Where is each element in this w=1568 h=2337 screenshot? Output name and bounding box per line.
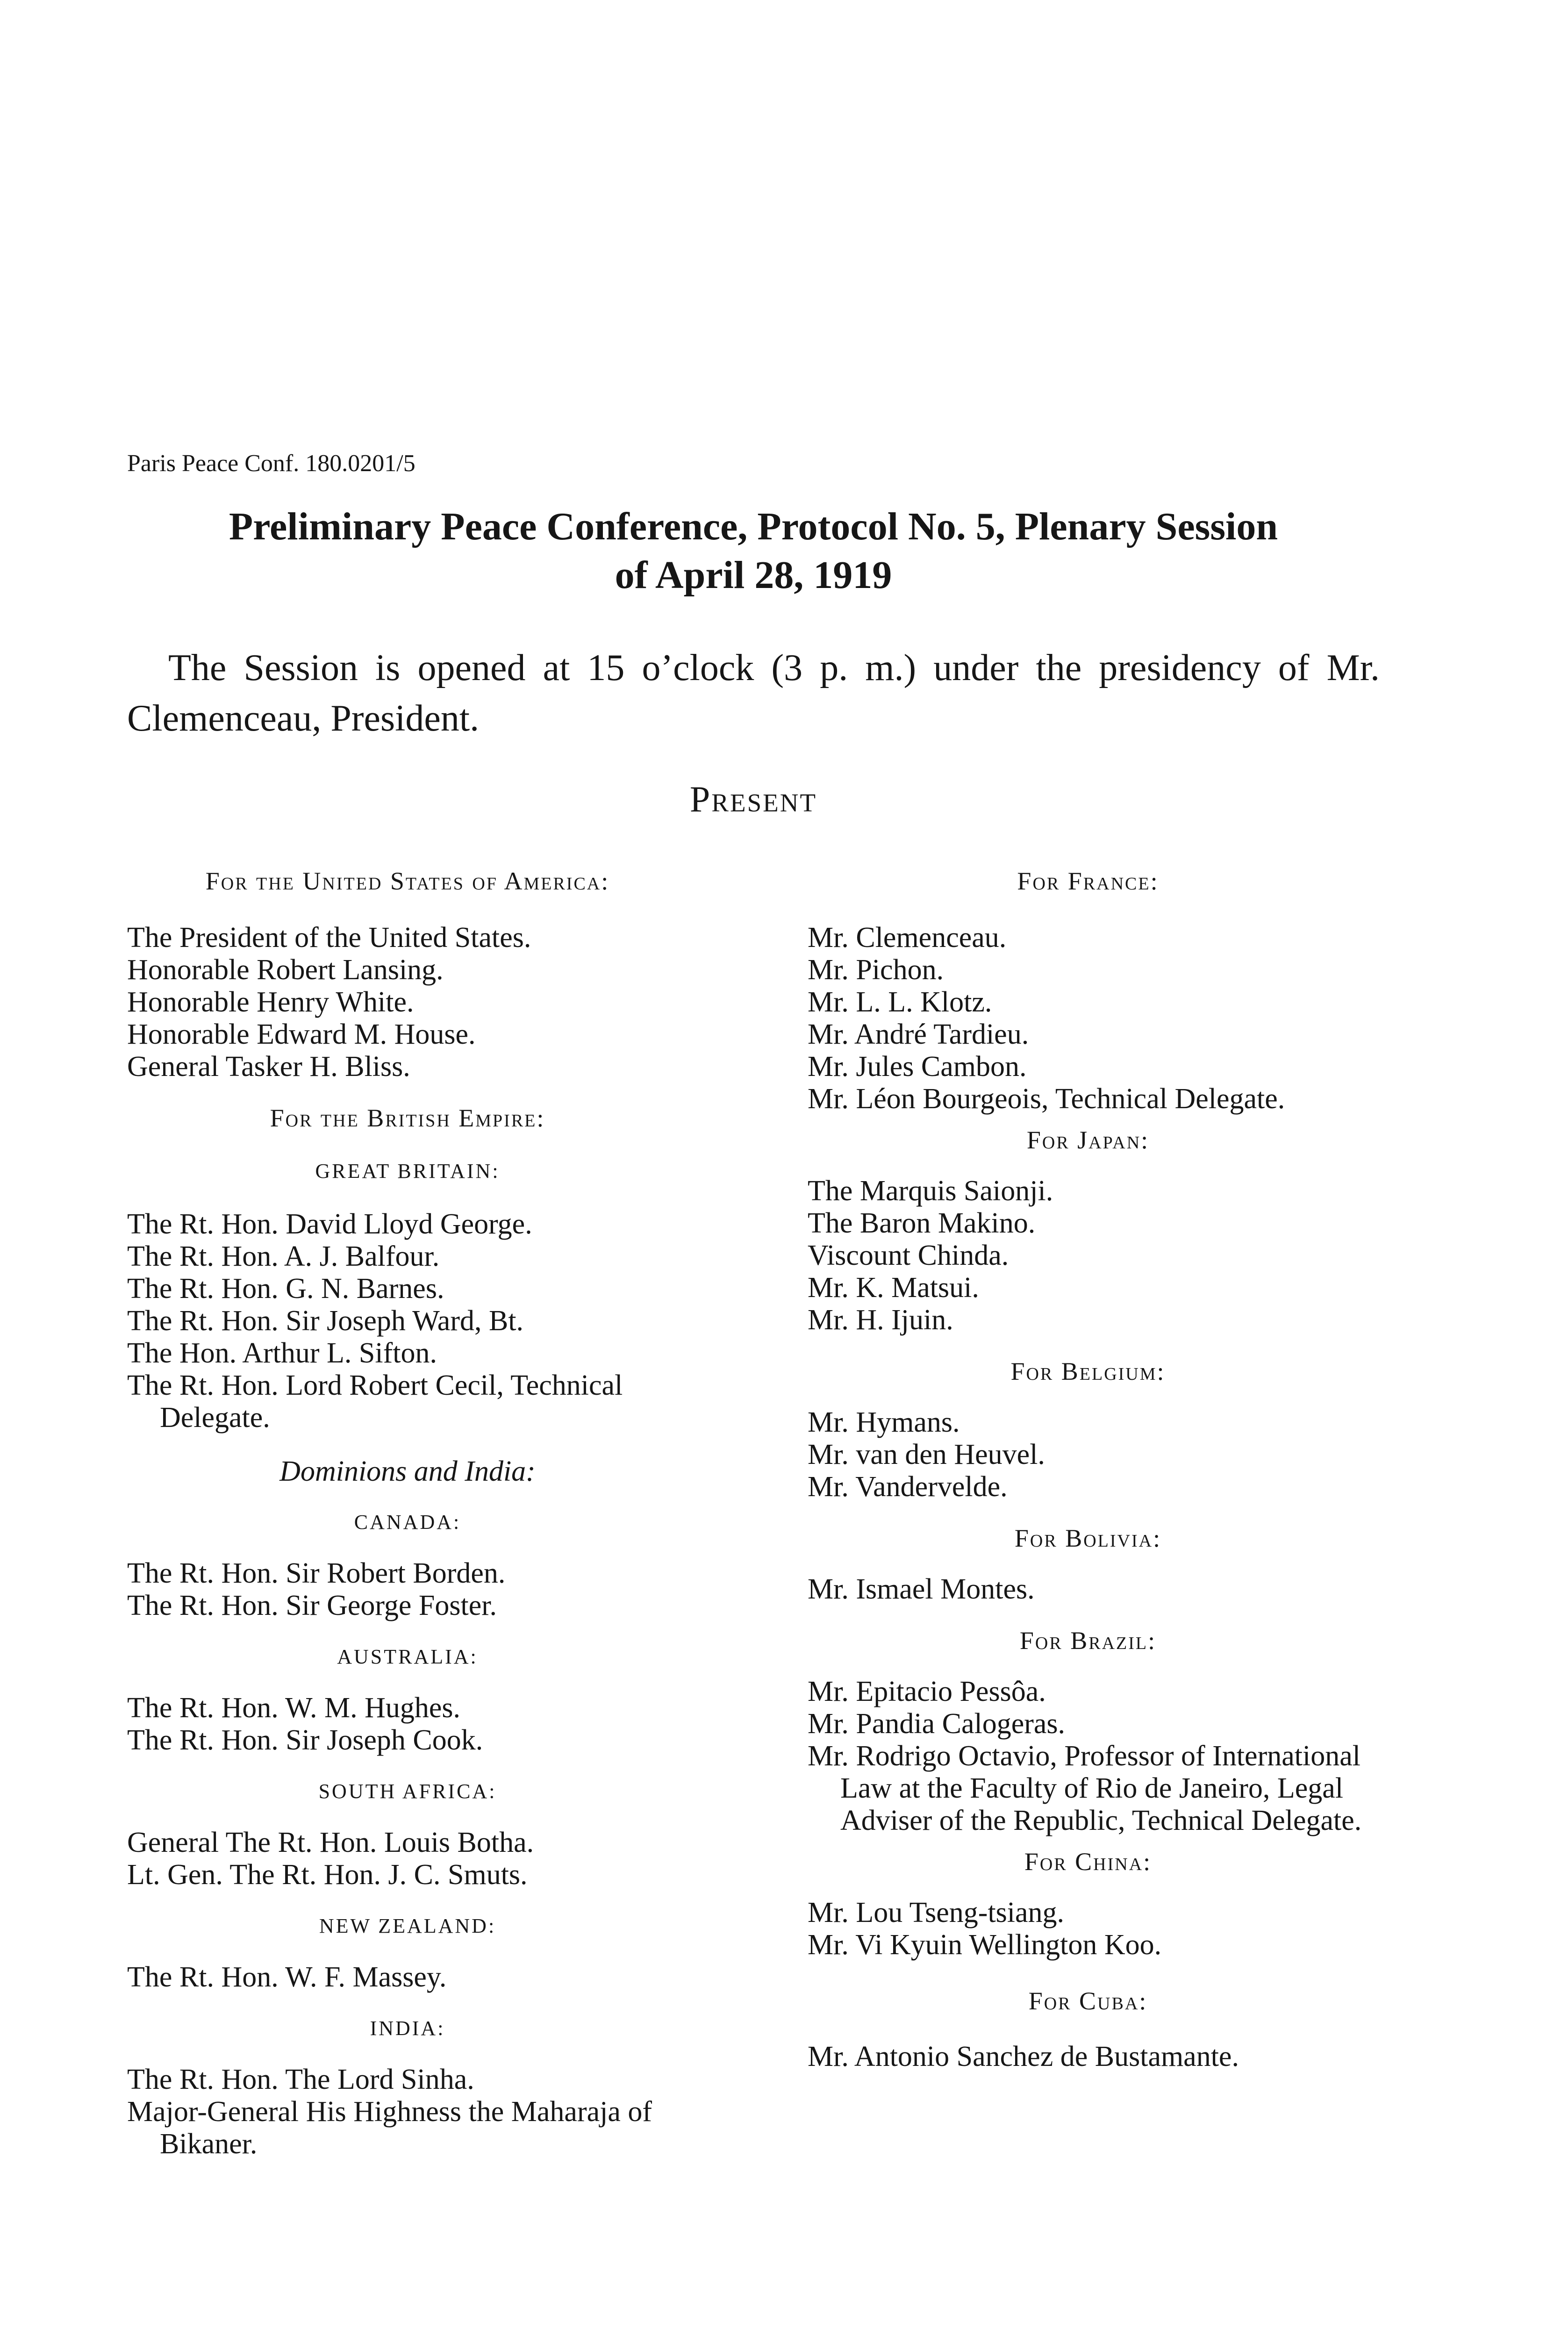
list-item: Mr. Vi Kyuin Wellington Koo. xyxy=(808,1929,1162,1961)
list-item: Mr. Lou Tseng-tsiang. xyxy=(808,1897,1065,1928)
list-item: Mr. L. L. Klotz. xyxy=(808,986,992,1018)
list-item: The Rt. Hon. W. F. Massey. xyxy=(127,1961,447,1993)
document-reference: Paris Peace Conf. 180.0201/5 xyxy=(127,450,415,477)
india-list xyxy=(127,2064,688,2160)
intro-paragraph: The Session is opened at 15 o’clock (3 p. m.) under the presidency of Mr. Clemenceau, President. xyxy=(127,647,1380,739)
south-africa-list xyxy=(127,1827,688,1891)
list-item: The Marquis Saionji. xyxy=(808,1175,1053,1207)
brazil-heading: For Brazil: xyxy=(1019,1627,1157,1655)
list-item: The Rt. Hon. Lord Robert Cecil, Technical Delegate. xyxy=(127,1369,623,1434)
british-empire-heading: For the British Empire: xyxy=(270,1104,545,1132)
list-item: Mr. Epitacio Pessôa. xyxy=(808,1676,1046,1707)
new-zealand-heading: NEW ZEALAND: xyxy=(319,1914,496,1937)
japan-list xyxy=(808,1175,1368,1336)
list-item: The Rt. Hon. Sir Robert Borden. xyxy=(127,1557,506,1589)
new-zealand-list xyxy=(127,1961,688,1993)
list-item: Honorable Edward M. House. xyxy=(127,1018,476,1050)
belgium-list xyxy=(808,1406,1368,1503)
usa-list xyxy=(127,922,688,1083)
list-item: The Rt. Hon. The Lord Sinha. xyxy=(127,2064,474,2095)
list-item: Mr. Léon Bourgeois, Technical Delegate. xyxy=(808,1083,1285,1115)
list-item: Viscount Chinda. xyxy=(808,1240,1009,1271)
page-title xyxy=(127,502,1380,600)
list-item: Mr. Pandia Calogeras. xyxy=(808,1708,1066,1740)
list-item: The Rt. Hon. Sir Joseph Ward, Bt. xyxy=(127,1305,524,1337)
list-item: Mr. Clemenceau. xyxy=(808,922,1007,953)
great-britain-heading: GREAT BRITAIN: xyxy=(315,1160,500,1183)
canada-list xyxy=(127,1557,688,1622)
brazil-list xyxy=(808,1676,1368,1837)
list-item: The Rt. Hon. G. N. Barnes. xyxy=(127,1273,444,1305)
title-line-2: of April 28, 1919 xyxy=(615,553,892,597)
china-list xyxy=(808,1897,1368,1961)
right-column xyxy=(808,865,1368,2073)
list-item: Mr. Jules Cambon. xyxy=(808,1051,1027,1082)
list-item: Lt. Gen. The Rt. Hon. J. C. Smuts. xyxy=(127,1859,528,1891)
france-list xyxy=(808,922,1368,1115)
list-item: The Rt. Hon. Sir Joseph Cook. xyxy=(127,1724,483,1756)
list-item: Mr. André Tardieu. xyxy=(808,1018,1029,1050)
dominions-heading: Dominions and India: xyxy=(279,1455,536,1487)
list-item: The Rt. Hon. Sir George Foster. xyxy=(127,1590,497,1621)
usa-heading: For the United States of America: xyxy=(205,867,610,895)
list-item: Major-General His Highness the Maharaja of Bikaner. xyxy=(127,2096,652,2160)
list-item: Honorable Robert Lansing. xyxy=(127,954,444,986)
japan-heading: For Japan: xyxy=(1026,1126,1150,1154)
cuba-heading: For Cuba: xyxy=(1028,1987,1148,2015)
australia-heading: AUSTRALIA: xyxy=(337,1645,478,1668)
belgium-heading: For Belgium: xyxy=(1010,1357,1166,1385)
list-item: Mr. Antonio Sanchez de Bustamante. xyxy=(808,2041,1239,2072)
list-item: General Tasker H. Bliss. xyxy=(127,1051,410,1082)
list-item: The Baron Makino. xyxy=(808,1207,1036,1239)
list-item: Honorable Henry White. xyxy=(127,986,414,1018)
list-item: Mr. Pichon. xyxy=(808,954,944,986)
list-item: Mr. Hymans. xyxy=(808,1406,960,1438)
bolivia-heading: For Bolivia: xyxy=(1014,1524,1162,1552)
list-item: General The Rt. Hon. Louis Botha. xyxy=(127,1827,534,1858)
france-heading: For France: xyxy=(1017,867,1159,895)
list-item: Mr. K. Matsui. xyxy=(808,1272,979,1304)
list-item: Mr. van den Heuvel. xyxy=(808,1439,1045,1470)
list-item: The Hon. Arthur L. Sifton. xyxy=(127,1337,437,1369)
list-item: The Rt. Hon. A. J. Balfour. xyxy=(127,1240,440,1272)
india-heading: INDIA: xyxy=(370,2017,445,2040)
list-item: Mr. Vandervelde. xyxy=(808,1471,1008,1503)
present-heading: Present xyxy=(689,779,817,819)
list-item: Mr. Ismael Montes. xyxy=(808,1573,1035,1605)
left-column xyxy=(127,865,688,2160)
list-item: The President of the United States. xyxy=(127,922,531,953)
great-britain-list xyxy=(127,1208,688,1434)
list-item: The Rt. Hon. W. M. Hughes. xyxy=(127,1692,460,1724)
list-item: Mr. H. Ijuin. xyxy=(808,1304,953,1336)
title-line-1: Preliminary Peace Conference, Protocol No. 5, Plenary Session xyxy=(229,505,1278,548)
south-africa-heading: SOUTH AFRICA: xyxy=(318,1780,497,1803)
bolivia-list xyxy=(808,1573,1368,1606)
cuba-list xyxy=(808,2041,1368,2073)
list-item: Mr. Rodrigo Octavio, Professor of International Law at the Faculty of Rio de Janeiro, Legal Adviser of the Republic, Technical Delegate. xyxy=(808,1740,1362,1836)
canada-heading: CANADA: xyxy=(354,1511,461,1534)
australia-list xyxy=(127,1692,688,1756)
list-item: The Rt. Hon. David Lloyd George. xyxy=(127,1208,532,1240)
china-heading: For China: xyxy=(1024,1848,1152,1876)
